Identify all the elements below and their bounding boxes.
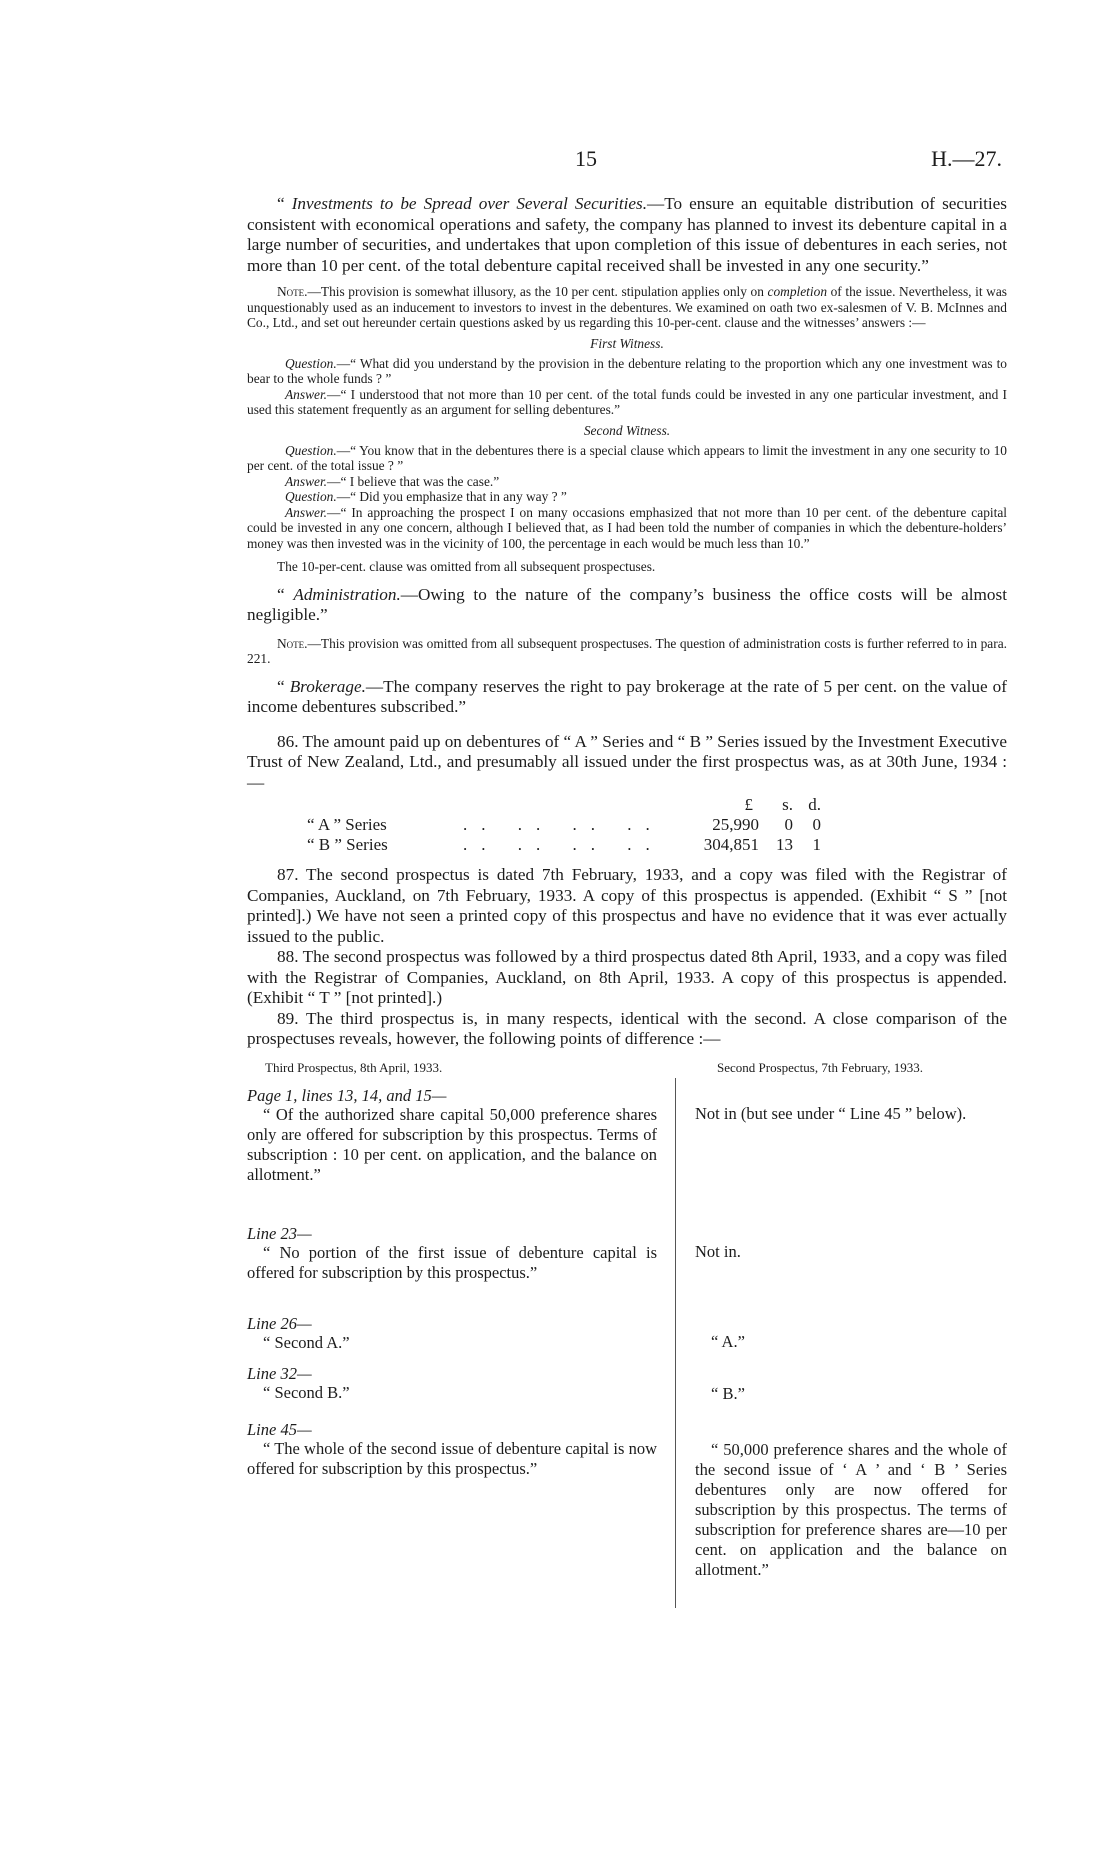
third-prospectus-heading: Third Prospectus, 8th April, 1933.	[265, 1059, 443, 1075]
note-text-a: —This provision is somewhat illusory, as the 10 per cent. stipulation applies only on	[307, 284, 764, 299]
line-reference: Page 1, lines 13, 14, and 15—	[247, 1085, 447, 1105]
administration-text: —Owing to the nature of the company’s business the office costs will be almost negligible.”	[247, 584, 1007, 624]
brokerage-heading: Brokerage.	[289, 676, 366, 696]
series-label: “ A ” Series	[307, 815, 387, 834]
note-text: —This provision was omitted from all subsequent prospectuses. The question of administration costs is further referred to in para. 221.	[247, 635, 1007, 666]
clause-omitted-note: The 10-per-cent. clause was omitted from all subsequent prospectuses.	[277, 559, 656, 574]
pounds-value: 25,990	[712, 815, 759, 834]
question-label: Question.	[285, 489, 337, 504]
amounts-row	[307, 815, 821, 835]
line-reference: Line 23—	[247, 1223, 312, 1243]
column-divider	[675, 1078, 676, 1608]
amounts-table	[307, 795, 821, 855]
page-content	[247, 194, 1007, 1620]
second-witness-answer-2	[247, 505, 1007, 552]
pence-value: 0	[812, 815, 821, 834]
note-italic-word: completion	[767, 284, 828, 299]
amounts-row	[307, 835, 821, 855]
page-number: 15	[575, 146, 597, 171]
second-prospectus-heading: Second Prospectus, 7th February, 1933.	[717, 1059, 924, 1075]
second-witness-question-2	[247, 489, 1007, 505]
investments-heading: Investments to be Spread over Several Securities.	[291, 194, 647, 213]
brokerage-text: —The company reserves the right to pay brokerage at the rate of 5 per cent. on the value of income debentures subscribed.”	[247, 676, 1007, 716]
first-witness-title: First Witness.	[590, 335, 664, 351]
paragraph-87: 87. The second prospectus is dated 7th February, 1933, and a copy was filed with the Registrar of Companies, Auckland, on 7th February, 1933. A copy of this prospectus is appended. (Exhibit “ S ” [not printed].) We have not seen a printed copy of this prospectus and have no evidence that it was ever actually issued to the public.	[247, 865, 1007, 946]
answer-text: —“ I believe that was the case.”	[327, 473, 500, 489]
second-witness-answer-1	[247, 474, 1007, 490]
second-text: “ A.”	[711, 1331, 745, 1351]
question-text: —“ What did you understand by the provision in the debenture relating to the proportion which any one investment was to bear to the whole funds ? ”	[247, 355, 1007, 386]
series-label: “ B ” Series	[307, 835, 388, 854]
first-witness-question	[247, 356, 1007, 387]
answer-label: Answer.	[285, 473, 328, 489]
answer-label: Answer.	[285, 386, 328, 402]
answer-text: —“ I understood that not more than 10 per cent. of the total funds could be invested in any one particular investment, and I used this statement frequently as an argument for selling debentures.”	[247, 386, 1007, 417]
question-text: —“ Did you emphasize that in any way ? ”	[336, 489, 567, 504]
comparison-entry	[247, 1224, 657, 1283]
second-witness-question-1	[247, 443, 1007, 474]
leader-dots: .. .. .. ..	[463, 815, 664, 834]
answer-label: Answer.	[285, 504, 328, 520]
document-reference: H.—27.	[931, 146, 1002, 171]
administration-paragraph: “ Administration.—Owing to the nature of the company’s business the office costs will be almost negligible.”	[247, 584, 1007, 624]
second-text: Not in.	[695, 1241, 741, 1261]
comparison-entry	[247, 1420, 657, 1479]
prospectus-comparison	[247, 1060, 1007, 1620]
paragraph-86: 86. The amount paid up on debentures of “ A ” Series and “ B ” Series issued by the Investment Executive Trust of New Zealand, Ltd., and presumably all issued under the first prospectus was, as at 30th June, 1934 :—	[247, 731, 1007, 792]
third-text: “ No portion of the first issue of debenture capital is offered for subscription by this prospectus.”	[247, 1242, 657, 1282]
paragraph-89: 89. The third prospectus is, in many respects, identical with the second. A close comparison of the prospectuses reveals, however, the following points of difference :—	[247, 1008, 1007, 1048]
investments-note	[247, 284, 1007, 331]
pounds-value: 304,851	[703, 835, 759, 854]
investments-paragraph: “ Investments to be Spread over Several Securities.—To ensure an equitable distribution of securities consistent with economical operations and safety, the company has planned to invest its debenture capital in a large number of securities, and undertakes that upon completion of this issue of debentures in each series, not more than 10 per cent. of the total debenture capital received shall be invested in any one security.”	[247, 194, 1007, 275]
brokerage-paragraph: “ Brokerage.—The company reserves the right to pay brokerage at the rate of 5 per cent. on the value of income debentures subscribed.”	[247, 676, 1007, 716]
leader-dots: .. .. .. ..	[463, 835, 664, 854]
third-text: “ Of the authorized share capital 50,000 preference shares only are offered for subscription by this prospectus. Terms of subscription : 10 per cent. on application, and the balance on allotment.”	[247, 1104, 657, 1184]
note-label: Note.	[277, 635, 308, 651]
first-witness-answer	[247, 387, 1007, 418]
amounts-header-row	[307, 795, 821, 815]
second-text: “ 50,000 preference shares and the whole of the second issue of ‘ A ’ and ‘ B ’ Series debentures only are now offered for subscription by this prospectus. The terms of subscription for preference shares are—10 per cent. on application and the balance on allotment.”	[695, 1439, 1007, 1579]
note-label: Note.	[277, 284, 308, 299]
second-witness-title: Second Witness.	[583, 422, 671, 438]
pence-header: d.	[808, 795, 821, 814]
pounds-header: £	[744, 795, 753, 814]
comparison-entry	[247, 1364, 657, 1403]
administration-heading: Administration.	[293, 584, 401, 604]
second-text: “ B.”	[711, 1383, 745, 1403]
shillings-header: s.	[782, 795, 793, 814]
paragraph-88: 88. The second prospectus was followed by a third prospectus dated 8th April, 1933, and a copy was filed with the Registrar of Companies, Auckland, on 8th April, 1933. A copy of this prospectus is appended. (Exhibit “ T ” [not printed].)	[247, 947, 1007, 1007]
comparison-entry	[247, 1314, 657, 1353]
third-text: “ The whole of the second issue of debenture capital is now offered for subscription by this prospectus.”	[247, 1438, 657, 1478]
line-reference: Line 26—	[247, 1313, 312, 1333]
investments-text: —To ensure an equitable distribution of securities consistent with economical operations and safety, the company has planned to invest its debenture capital in a large number of securities, and undertakes that upon completion of this issue of debentures in each series, not more than 10 per cent. of the total debenture capital received shall be invested in any one security.”	[247, 194, 1007, 275]
pence-value: 1	[812, 835, 821, 854]
question-label: Question.	[285, 442, 337, 458]
comparison-entry	[247, 1086, 657, 1185]
shillings-value: 0	[784, 815, 793, 834]
administration-note	[247, 636, 1007, 667]
page-header	[0, 146, 1114, 176]
second-text: Not in (but see under “ Line 45 ” below).	[695, 1103, 967, 1123]
answer-text: —“ In approaching the prospect I on many occasions emphasized that not more than 10 per cent. of the debenture capital could be invested in any one concern, although I believed that, as I had been told the number of companies in which the debenture-holders’ money was then invested was in the vicinity of 100, the percentage in each would be much less than 10.”	[247, 504, 1007, 551]
third-text: “ Second A.”	[263, 1332, 350, 1352]
shillings-value: 13	[776, 835, 793, 854]
note-text-b: of the issue. Nevertheless, it was unquestionably used as an inducement to investors to invest in the debentures. We examined on oath two ex-salesmen of V. B. McInnes and Co., Ltd., and set out hereunder certain questions asked by us regarding this 10-per-cent. clause and the witnesses’ answers :—	[247, 284, 1007, 330]
question-label: Question.	[285, 355, 337, 371]
line-reference: Line 45—	[247, 1419, 312, 1439]
third-text: “ Second B.”	[263, 1382, 350, 1402]
question-text: —“ You know that in the debentures there is a special clause which appears to limit the investment in any one security to 10 per cent. of the total issue ? ”	[247, 442, 1007, 473]
line-reference: Line 32—	[247, 1363, 312, 1383]
